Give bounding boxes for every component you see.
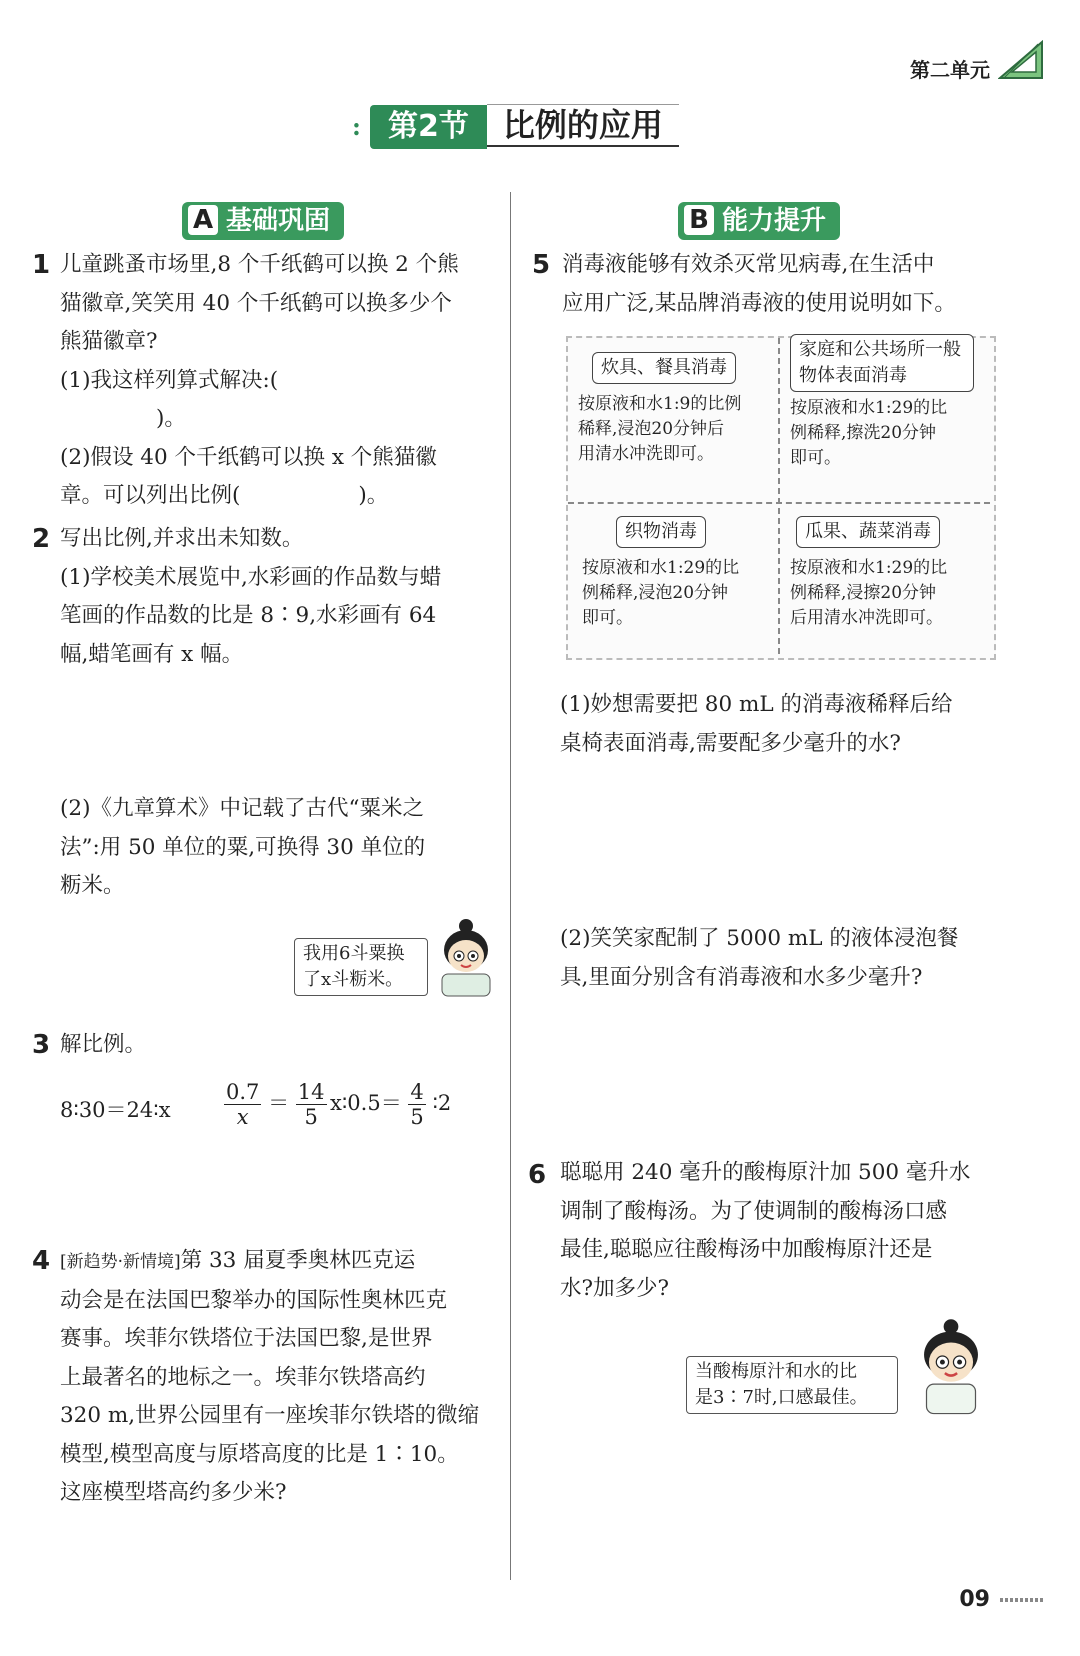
q5-s1-line: (1)妙想需要把 80 mL 的消毒液稀释后给 [560,692,953,717]
category-b-badge [678,202,840,240]
panel-text-line: 按原液和水1:29的比 [582,558,740,578]
panel-text-line: 例稀释,浸泡20分钟 [582,583,729,603]
eq3-numerator: 4 [410,1080,424,1104]
panel-cell-title: 家庭和公共场所一般物体表面消毒 [790,334,974,392]
q4-line: 赛事。埃菲尔铁塔位于法国巴黎,是世界 [60,1326,433,1351]
student-character-icon [914,1318,988,1416]
category-a-letter: A [188,205,218,235]
question-1-number: 1 [32,250,51,280]
q1-sub2-close: )。 [358,483,389,508]
eq2-denominator: x [236,1105,249,1129]
q6-line: 水?加多少? [560,1275,670,1301]
q6-line: 调制了酸梅汤。为了使调制的酸梅汤口感 [560,1198,948,1224]
q2-title: 写出比例,并求出未知数。 [60,526,304,551]
category-b-letter: B [684,205,714,235]
q2-p1-line: 幅,蜡笔画有 x 幅。 [60,641,244,667]
q1-sub2-open: 章。可以列出比例( [60,483,241,508]
eq2-numerator: 0.7 [226,1080,260,1104]
question-6-number: 6 [528,1160,547,1190]
question-2-number: 2 [32,524,51,554]
q1-line: 儿童跳蚤市场里,8 个千纸鹤可以换 2 个熊 [60,252,459,277]
panel-text-line: 稀释,浸泡20分钟后 [578,419,725,439]
q5-line: 消毒液能够有效杀灭常见病毒,在生活中 [562,252,935,277]
q4-line: 模型,模型高度与原塔高度的比是 1∶10。 [60,1441,459,1467]
question-5-stem [562,246,1012,323]
q2-bubble-line: 了x斗粝米。 [303,969,404,990]
panel-cell-text [790,396,990,471]
section-mark-icon: : [352,112,361,141]
q2-p1-line: 笔画的作品数的比是 8∶9,水彩画有 64 [60,603,437,628]
eq3-right: ∶2 [432,1091,452,1115]
panel-cell-text [790,556,990,631]
eq3-denominator: 5 [410,1105,424,1129]
panel-text-line: 即可。 [790,448,841,468]
category-a-badge [182,202,344,240]
q1-sub1: (1)我这样列算式解决:( [60,367,279,393]
q1-sub1-close: )。 [156,406,186,431]
panel-cell-title: 炊具、餐具消毒 [592,352,736,384]
q4-line-1 [60,1242,504,1282]
eq3-left: x∶0.5＝ [330,1091,402,1115]
question-4-stem [60,1242,504,1513]
q3-equation-1: 8∶30＝24∶x [60,1098,171,1122]
question-1-stem [60,246,500,516]
q4-line: 第 33 届夏季奥林匹克运 [180,1248,416,1273]
q6-speech-bubble [686,1356,898,1414]
panel-cell-title: 瓜果、蔬菜消毒 [796,516,940,548]
panel-text-line: 即可。 [582,608,633,628]
q6-line: 聪聪用 240 毫升的酸梅原汁加 500 毫升水 [560,1160,971,1185]
panel-cell-produce [790,516,990,631]
category-a-label: 基础巩固 [226,206,331,236]
question-5-part-1 [560,686,1010,763]
q4-line: 320 m,世界公园里有一座埃菲尔铁塔的微缩 [60,1403,480,1428]
q1-line: 猫徽章,笑笑用 40 个千纸鹤可以换多少个 [60,290,452,316]
question-2-part-2 [60,790,500,906]
panel-text-line: 按原液和水1:29的比 [790,558,948,578]
question-5-number: 5 [532,250,551,280]
q4-line: 动会是在法国巴黎举办的国际性奥林匹克 [60,1287,448,1313]
disinfectant-instructions-panel [566,336,996,660]
section-tag: 第2节 [370,105,487,149]
panel-cell-cookware [578,352,778,467]
unit-label: 第二单元 [910,58,990,82]
panel-text-line: 按原液和水1:9的比例 [578,394,742,414]
q1-line: 熊猫徽章? [60,329,158,354]
q1-sub2: (2)假设 40 个千纸鹤可以换 x 个熊猫徽 [60,444,437,470]
eq2-r-denominator: 5 [304,1105,318,1129]
q1-sub2-line2 [60,477,500,516]
panel-cell-surfaces [790,334,990,471]
student-character-icon [436,918,496,998]
panel-cell-fabric [582,516,782,631]
q2-p2-line: 法”:用 50 单位的粟,可换得 30 单位的 [60,834,426,860]
question-3-title: 解比例。 [60,1032,147,1057]
question-3-number: 3 [32,1030,51,1060]
panel-text-line: 用清水冲洗即可。 [578,444,714,464]
set-square-icon [998,40,1044,80]
q6-bubble-line: 当酸梅原汁和水的比 [695,1361,857,1382]
section-heading [370,104,679,148]
q2-p1-line: (1)学校美术展览中,水彩画的作品数与蜡 [60,564,442,590]
q5-s2-line: 具,里面分别含有消毒液和水多少毫升? [560,964,923,990]
panel-cell-title: 织物消毒 [616,516,706,548]
panel-text-line: 后用清水冲洗即可。 [790,608,943,628]
page-number-decoration [1000,1598,1044,1602]
section-title: 比例的应用 [487,104,679,147]
question-2-stem [60,520,500,674]
panel-text-line: 例稀释,擦洗20分钟 [790,423,937,443]
panel-text-line: 按原液和水1:29的比 [790,398,948,418]
q6-line: 最佳,聪聪应往酸梅汤中加酸梅原汁还是 [560,1237,933,1262]
column-divider [510,192,511,1580]
q5-s2-line: (2)笑笑家配制了 5000 mL 的液体浸泡餐 [560,926,959,951]
question-6-stem [560,1154,1010,1308]
q2-bubble-line: 我用6斗粟换 [303,943,405,964]
q3-equation-2 [224,1080,327,1129]
q6-bubble-line: 是3∶7时,口感最佳。 [695,1387,868,1408]
panel-cell-text [582,556,782,631]
q3-equation-3 [330,1080,451,1129]
panel-cell-text [578,392,778,467]
q2-p2-line: (2)《九章算术》中记载了古代“粟米之 [60,796,424,821]
eq2-r-numerator: 14 [297,1080,325,1104]
question-5-part-2 [560,920,1010,997]
q2-speech-bubble [294,938,428,996]
q5-line: 应用广泛,某品牌消毒液的使用说明如下。 [562,290,956,316]
q4-tag: [新趋势·新情境] [60,1252,181,1272]
q5-s1-line: 桌椅表面消毒,需要配多少毫升的水? [560,730,901,756]
question-4-number: 4 [32,1246,51,1276]
q2-p2-line: 粝米。 [60,873,125,898]
panel-text-line: 例稀释,浸擦20分钟 [790,583,937,603]
q4-line: 上最著名的地标之一。埃菲尔铁塔高约 [60,1364,426,1390]
q4-line: 这座模型塔高约多少米? [60,1480,287,1505]
eq2-equals: ＝ [268,1091,290,1115]
page-number: 09 [959,1587,990,1612]
category-b-label: 能力提升 [722,206,827,236]
